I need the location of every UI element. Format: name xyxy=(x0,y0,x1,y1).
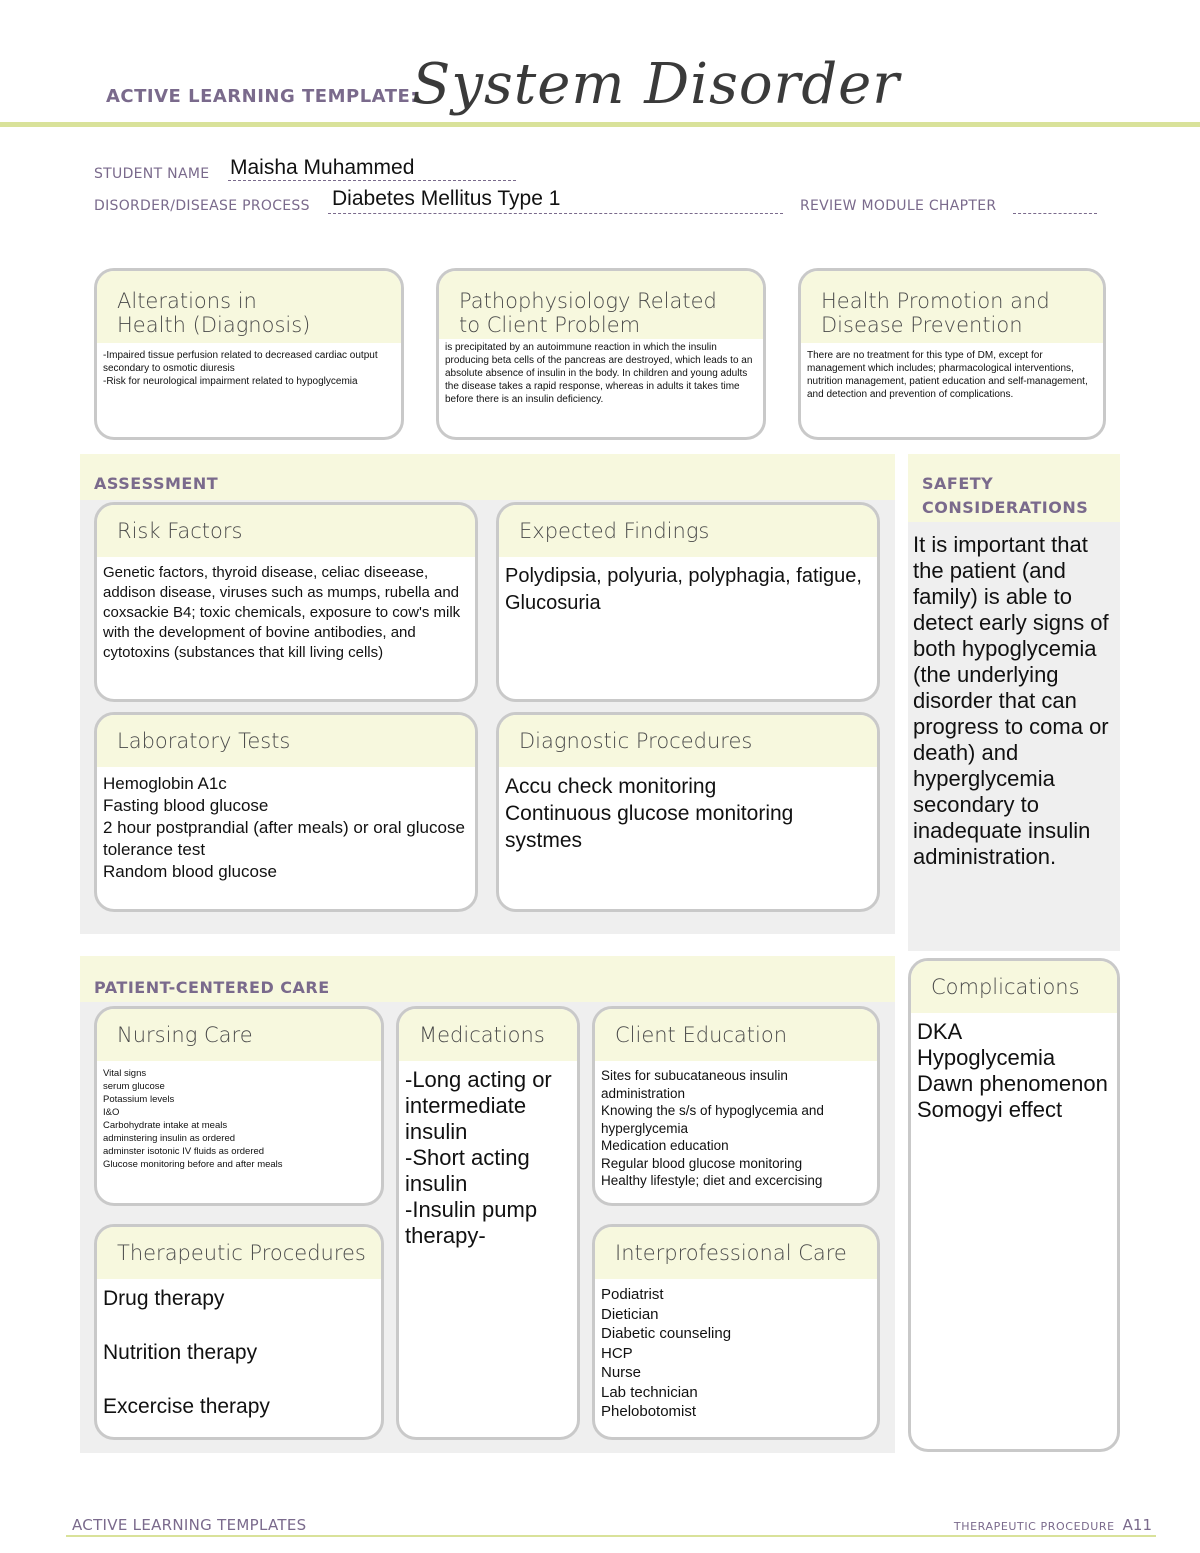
student-name-line xyxy=(228,180,516,181)
alterations-box xyxy=(94,268,404,440)
interprofessional-care-text[interactable]: Podiatrist Dietician Diabetic counseling HCP Nurse Lab technician Phelobotomist xyxy=(601,1286,732,1420)
complications-text[interactable]: DKA Hypoglycemia Dawn phenomenon Somogyi effect xyxy=(917,1019,1108,1122)
client-education-title: Client Education xyxy=(595,1009,877,1061)
pathophysiology-box xyxy=(436,268,766,440)
nursing-care-box xyxy=(94,1006,384,1206)
diagnostic-procedures-title: Diagnostic Procedures xyxy=(499,715,877,767)
patient-centered-care-title: PATIENT-CENTERED CARE xyxy=(94,978,330,997)
footer-right xyxy=(954,1516,1152,1534)
interprofessional-care-title: Interprofessional Care xyxy=(595,1227,877,1279)
diagnostic-procedures-text[interactable]: Accu check monitoring Continuous glucose monitoring systmes xyxy=(505,775,794,852)
safety-text[interactable]: It is important that the patient (and family) is able to detect early signs of both hypoglycemia (the underlying disorder that can progress to coma or death) and hyperglycemia secondary to inadequate insulin administration. xyxy=(913,532,1109,869)
health-promotion-text[interactable]: There are no treatment for this type of DM, except for management which includes; pharmacological interventions, nutrition management, patient education and self-management, and detection and prevention of complications. xyxy=(807,350,1088,400)
health-promotion-title: Health Promotion and Disease Prevention xyxy=(801,271,1103,343)
client-education-text[interactable]: Sites for subucataneous insulin administration Knowing the s/s of hypoglycemia and hyperglycemia Medication education Regular blood glucose monitoring Healthy lifestyle; diet and excercising xyxy=(601,1068,824,1188)
footer-page-number: A11 xyxy=(1122,1516,1152,1534)
laboratory-tests-title: Laboratory Tests xyxy=(97,715,475,767)
footer-rule xyxy=(66,1535,1156,1537)
pathophysiology-title: Pathophysiology Related to Client Problem xyxy=(439,271,763,339)
disorder-line xyxy=(328,213,783,214)
expected-findings-title: Expected Findings xyxy=(499,505,877,557)
health-promotion-box xyxy=(798,268,1106,440)
disorder-field[interactable]: Diabetes Mellitus Type 1 xyxy=(332,187,561,210)
review-module-label: REVIEW MODULE CHAPTER xyxy=(800,198,997,214)
therapeutic-procedures-title: Therapeutic Procedures xyxy=(97,1227,381,1279)
footer-section-label: THERAPEUTIC PROCEDURE xyxy=(953,1520,1115,1533)
header-rule xyxy=(0,122,1200,127)
risk-factors-title: Risk Factors xyxy=(97,505,475,557)
review-module-field[interactable] xyxy=(1013,213,1097,214)
page-title: System Disorder xyxy=(412,52,901,117)
complications-title: Complications xyxy=(911,961,1117,1013)
nursing-care-text[interactable]: Vital signs serum glucose Potassium levels I&O Carbohydrate intake at meals adminstering insulin as ordered adminster isotonic IV fluids as ordered Glucose monitoring before and after meals xyxy=(103,1068,283,1170)
medications-box xyxy=(396,1006,580,1440)
nursing-care-title: Nursing Care xyxy=(97,1009,381,1061)
medications-title: Medications xyxy=(399,1009,577,1061)
safety-title: SAFETY CONSIDERATIONS xyxy=(922,474,1089,517)
alterations-title: Alterations in Health (Diagnosis) xyxy=(97,271,401,343)
student-name-label: STUDENT NAME xyxy=(94,166,210,182)
template-label: ACTIVE LEARNING TEMPLATE: xyxy=(106,86,418,107)
interprofessional-care-box xyxy=(592,1224,880,1440)
therapeutic-procedures-text[interactable]: Drug therapy Nutrition therapy Excercise therapy xyxy=(103,1287,270,1418)
alterations-text[interactable]: -Impaired tissue perfusion related to decreased cardiac output secondary to osmotic diuresis -Risk for neurological impairment related to hypoglycemia xyxy=(103,350,378,387)
disorder-label: DISORDER/DISEASE PROCESS xyxy=(94,198,310,214)
pathophysiology-text[interactable]: is precipitated by an autoimmune reaction in which the insulin producing beta cells of the pancreas are destroyed, which leads to an absolute absence of insulin in the body. In children and young adults the disease takes a rapid response, whereas in adults it takes time before there is an insulin deficiency. xyxy=(445,342,753,405)
diagnostic-procedures-box xyxy=(496,712,880,912)
expected-findings-box xyxy=(496,502,880,702)
risk-factors-box xyxy=(94,502,478,702)
complications-box xyxy=(908,958,1120,1452)
student-name-field[interactable]: Maisha Muhammed xyxy=(230,156,415,179)
risk-factors-text[interactable]: Genetic factors, thyroid disease, celiac diseease, addison disease, viruses such as mumps, rubella and coxsackie B4; toxic chemicals, exposure to cow's milk with the development of bovine antibodies, and cytotoxins (substances that kill living cells) xyxy=(103,564,461,661)
assessment-title: ASSESSMENT xyxy=(94,474,219,493)
therapeutic-procedures-box xyxy=(94,1224,384,1440)
medications-text[interactable]: -Long acting or intermediate insulin -Short acting insulin -Insulin pump therapy- xyxy=(405,1067,552,1248)
expected-findings-text[interactable]: Polydipsia, polyuria, polyphagia, fatigue, Glucosuria xyxy=(505,565,862,614)
laboratory-tests-text[interactable]: Hemoglobin A1c Fasting blood glucose 2 hour postprandial (after meals) or oral glucose tolerance test Random blood glucose xyxy=(103,774,465,881)
footer-left: ACTIVE LEARNING TEMPLATES xyxy=(72,1516,307,1534)
client-education-box xyxy=(592,1006,880,1206)
laboratory-tests-box xyxy=(94,712,478,912)
